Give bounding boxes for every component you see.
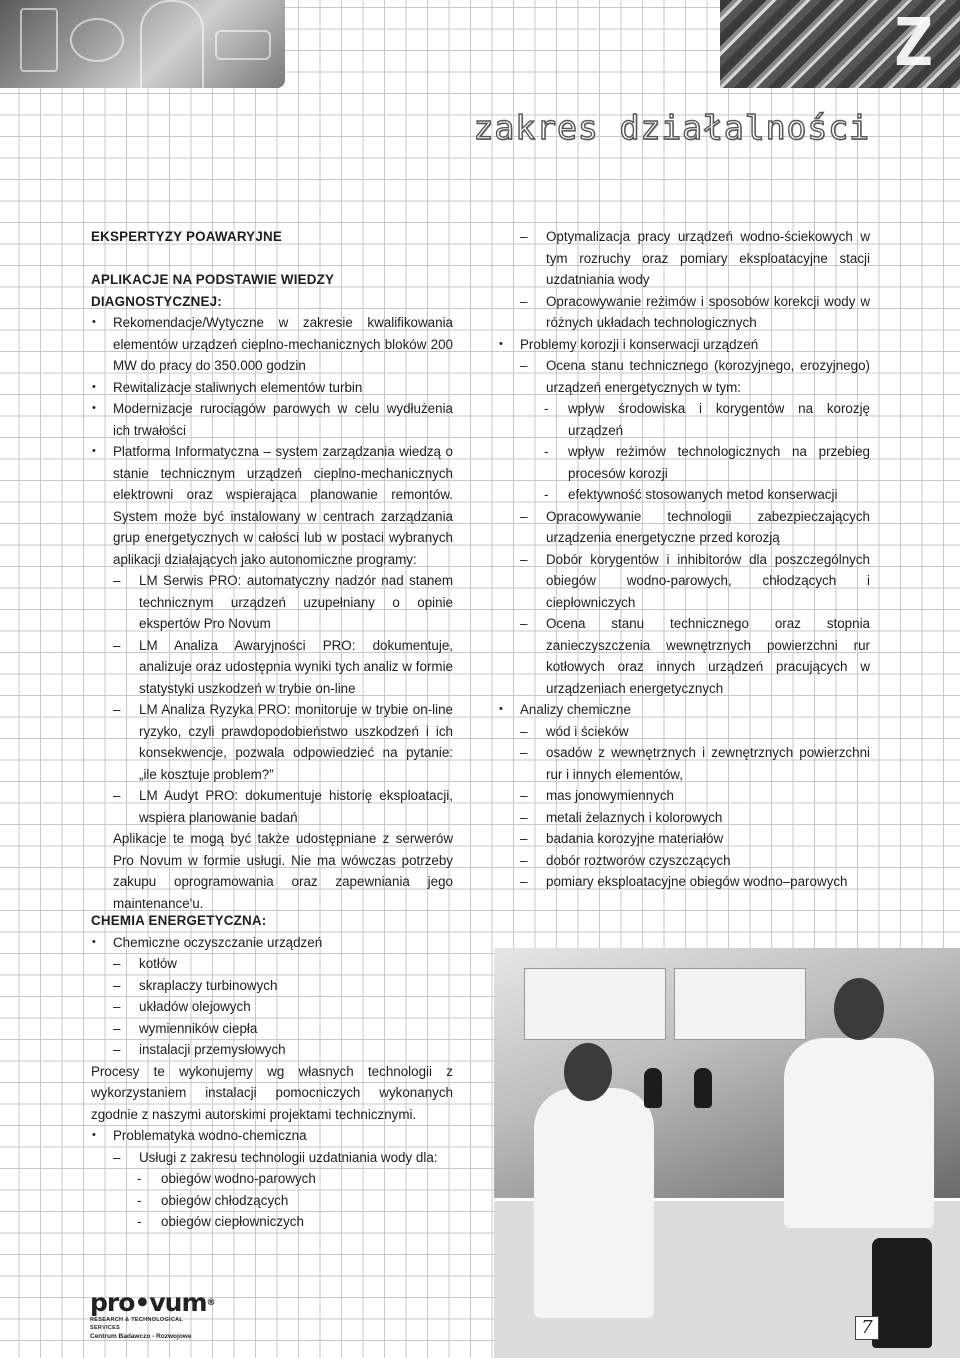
right-column	[498, 226, 870, 893]
page-number: 7	[855, 1316, 879, 1340]
list-item: – kotłów	[91, 953, 453, 975]
list-item: – metali żelaznych i kolorowych	[498, 807, 870, 829]
list-item: – dobór roztworów czyszczących	[498, 850, 870, 872]
programs-list	[91, 570, 453, 828]
section-heading-chemistry: CHEMIA ENERGETYCZNA:	[91, 913, 267, 928]
water-optimization-list	[498, 226, 870, 334]
list-item: – instalacji przemysłowych	[91, 1039, 453, 1061]
list-item: • Rekomendacje/Wytyczne w zakresie kwalifikowania elementów urządzeń cieplno-mechanicznych bloków 200 MW do pracy do 350.000 godzin	[91, 312, 453, 377]
section-letter-badge: Z	[893, 4, 933, 81]
laboratory-photo	[494, 948, 960, 1358]
company-logo	[90, 1288, 215, 1342]
list-item: • Rewitalizacje staliwnych elementów turbin	[91, 377, 453, 399]
list-item: – LM Audyt PRO: dokumentuje historię eksploatacji, wspiera planowanie badań	[91, 785, 453, 828]
list-item: – mas jonowymiennych	[498, 785, 870, 807]
closing-paragraph: Aplikacje te mogą być także udostępniane z serwerów Pro Novum w formie usługi. Nie ma wówczas potrzeby zakupu oprogramowania oraz zapewniania jego maintenance'u.	[113, 831, 453, 911]
list-item: • Platforma Informatyczna – system zarządzania wiedzą o stanie technicznym urządzeń cieplno-mechanicznych elektrowni oraz wspierająca planowanie remontów. System może być instalowany w centrach zarządzania grup energetycznych w całości lub w postaci wybranych aplikacji działających jako autonomiczne programy:	[91, 441, 453, 570]
cleaning-list	[91, 932, 453, 1061]
list-item: – Ocena stanu technicznego oraz stopnia zanieczyszczenia wewnętrznych powierzchni rur kotłowych oraz innych urządzeń pracujących w urządzeniach energetycznych	[498, 613, 870, 699]
list-item: - obiegów chłodzących	[91, 1190, 453, 1212]
list-item: – LM Analiza Awaryjności PRO: dokumentuje, analizuje oraz udostępnia wyniki tych analiz w formie statystyki uszkodzeń w trybie on-line	[91, 635, 453, 700]
list-item: – LM Analiza Ryzyka PRO: monitoruje w trybie on-line ryzyko, czyli prawdopodobieństwo uszkodzeń i ich konsekwencje, pozwala odpowiedzieć na pytanie: „ile kosztuje problem?”	[91, 699, 453, 785]
list-item-heading: • Analizy chemiczne	[498, 699, 870, 721]
list-item-heading: • Problematyka wodno-chemiczna	[91, 1125, 453, 1147]
list-item: • Modernizacje rurociągów parowych w celu wydłużenia ich trwałości	[91, 398, 453, 441]
list-item: – Dobór korygentów i inhibitorów dla poszczególnych obiegów wodno-parowych, chłodzących i ciepłowniczych	[498, 549, 870, 614]
list-item: - efektywność stosowanych metod konserwacji	[498, 484, 870, 506]
logo-subtitle: Centrum Badawczo - Rozwojowe	[90, 1333, 192, 1340]
list-item: – osadów z wewnętrznych i zewnętrznych powierzchni rur i innych elementów,	[498, 742, 870, 785]
list-item: – wód i ścieków	[498, 721, 870, 743]
list-item-heading: • Problemy korozji i konserwacji urządzeń	[498, 334, 870, 356]
list-item: – Opracowywanie reżimów i sposobów korekcji wody w różnych układach technologicznych	[498, 291, 870, 334]
list-item: - wpływ środowiska i korygentów na korozję urządzeń	[498, 398, 870, 441]
list-item: – LM Serwis PRO: automatyczny nadzór nad stanem technicznym urządzeń uzupełniany o opinie ekspertów Pro Novum	[91, 570, 453, 635]
water-chemistry-list	[91, 1125, 453, 1233]
left-column	[91, 226, 453, 914]
list-item: – układów olejowych	[91, 996, 453, 1018]
registered-mark: ®	[206, 1298, 215, 1308]
list-item: – pomiary eksploatacyjne obiegów wodno–parowych	[498, 871, 870, 893]
list-item: - wpływ reżimów technologicznych na przebieg procesów korozji	[498, 441, 870, 484]
section-heading-expertise: EKSPERTYZY POAWARYJNE	[91, 229, 282, 244]
list-item: - obiegów wodno-parowych	[91, 1168, 453, 1190]
list-item: – Opracowywanie technologii zabezpieczających urządzenia energetyczne przed korozją	[498, 506, 870, 549]
list-item: – badania korozyjne materiałów	[498, 828, 870, 850]
list-item-heading: • Chemiczne oczyszczanie urządzeń	[91, 932, 453, 954]
logo-tagline: RESEARCH & TECHNOLOGICAL SERVICES	[90, 1317, 183, 1331]
logo-wordmark: pro•vum	[90, 1288, 207, 1317]
chemical-analysis-section	[498, 699, 870, 893]
list-item: – Optymalizacja pracy urządzeń wodno-ściekowych w tym rozruchy oraz pomiary eksploatacyjne stacji uzdatniania wody	[498, 226, 870, 291]
chemistry-column	[91, 910, 453, 1233]
applications-list	[91, 312, 453, 570]
list-item: - obiegów ciepłowniczych	[91, 1211, 453, 1233]
process-paragraph: Procesy te wykonujemy wg własnych technologii z wykorzystaniem instalacji pomocniczych wykonanych zgodnie z naszymi autorskimi projektami technicznymi.	[91, 1063, 453, 1122]
page-title: zakres działalności	[473, 108, 870, 147]
list-item: – wymienników ciepła	[91, 1018, 453, 1040]
header-pipes-photo	[720, 0, 960, 88]
list-item: – Usługi z zakresu technologii uzdatniania wody dla:	[91, 1147, 453, 1169]
section-heading-applications: APLIKACJE NA PODSTAWIE WIEDZY DIAGNOSTYCZNEJ:	[91, 272, 334, 309]
list-item: – skraplaczy turbinowych	[91, 975, 453, 997]
header-lab-photo	[0, 0, 285, 88]
corrosion-section	[498, 334, 870, 700]
list-item: – Ocena stanu technicznego (korozyjnego, erozyjnego) urządzeń energetycznych w tym:	[498, 355, 870, 398]
